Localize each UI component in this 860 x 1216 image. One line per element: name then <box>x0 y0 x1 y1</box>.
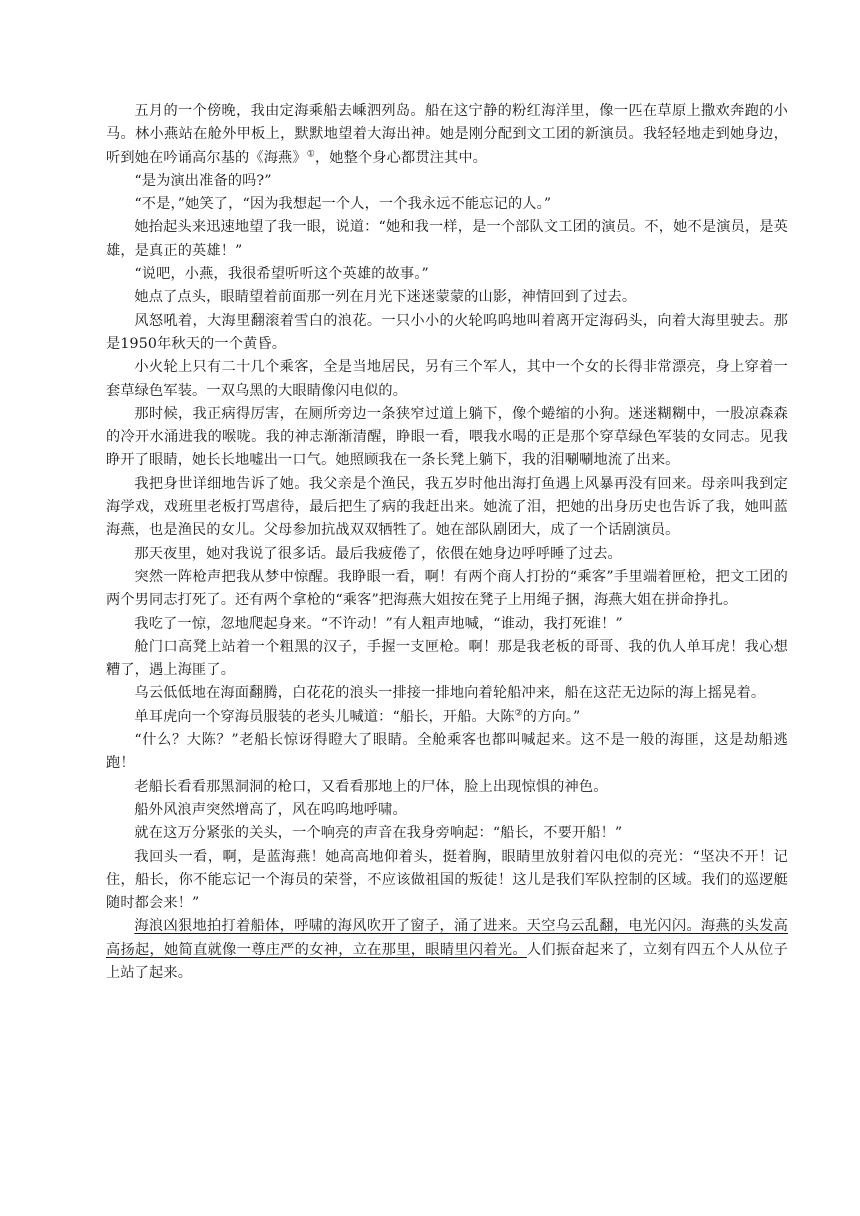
paragraph <box>106 613 788 636</box>
text-run: 人们振奋起来了，立刻有四五个人从位子上站了起来。 <box>106 941 789 981</box>
paragraph <box>106 682 788 705</box>
text-run: 舱门口高凳上站着一个粗黑的汉子，手握一支匣枪。啊！那是我老板的哥哥、我的仇人单耳虎！我心想糟了，遇上海匪了。 <box>106 638 788 679</box>
paragraph <box>106 543 788 566</box>
text-run: “什么？大陈？”老船长惊讶得瞪大了眼睛。全舱乘客也都叫喊起来。这不是一般的海匪，这是劫船逃跑！ <box>106 732 788 772</box>
paragraph <box>106 403 788 473</box>
text-run: “不是，”她笑了，“因为我想起一个人，一个我永远不能忘记的人。” <box>134 196 552 213</box>
paragraph <box>106 286 788 309</box>
text-run: 老船长看看那黑洞洞的枪口，又看看那地上的尸体，脸上出现惊惧的神色。 <box>134 778 608 795</box>
story-text <box>106 100 788 985</box>
text-run: 我回头一看，啊，是蓝海燕！她高高地仰着头，挺着胸，眼睛里放射着闪电似的亮光：“坚决不开！记住，船长，你不能忘记一个海员的荣誉，不应该做祖国的叛徒！这儿是我们军队控制的区域。我们的巡逻艇随时都会来！” <box>106 848 788 912</box>
underlined-sentence: 海浪凶狠地拍打着船体，呼啸的海风吹开了窗子，涌了进来。天空乌云乱翻，电光闪闪。海燕的头发高高扬起，她简直就像一尊庄严的女神，立在那里，眼睛里闪着光。 <box>106 918 788 958</box>
paragraph <box>106 799 788 822</box>
paragraph <box>106 915 788 985</box>
text-run: “是为演出准备的吗?” <box>134 172 272 189</box>
text-run: 乌云低低地在海面翻腾，白花花的浪头一排接一排地向着轮船冲来，船在这茫无边际的海上摇晃着。 <box>134 685 766 702</box>
paragraph <box>106 822 788 845</box>
paragraph <box>106 729 788 776</box>
paragraph <box>106 776 788 799</box>
text-run: 我吃了一惊，忽地爬起身来。“不许动！”有人粗声地喊，“谁动，我打死谁！” <box>134 615 623 632</box>
text-run: 的方向。” <box>522 708 581 725</box>
text-run: 小火轮上只有二十几个乘客，全是当地居民，另有三个军人，其中一个女的长得非常漂亮，身上穿着一套草绿色军装。一双乌黑的大眼睛像闪电似的。 <box>106 359 788 399</box>
footnote-marker: ① <box>306 148 315 159</box>
text-run: 突然一阵枪声把我从梦中惊醒。我睁眼一看，啊！有两个商人打扮的“乘客”手里端着匣枪，把文工团的两个男同志打死了。还有两个拿枪的“乘客”把海燕大姐按在凳子上用绳子捆，海燕大姐在拼命挣扎。 <box>106 568 788 609</box>
text-run: 她点了点头，眼睛望着前面那一列在月光下迷迷蒙蒙的山影，神情回到了过去。 <box>134 289 637 306</box>
paragraph <box>106 216 788 263</box>
text-run: 就在这万分紧张的关头，一个响亮的声音在我身旁响起：“船长，不要开船！” <box>134 825 623 842</box>
text-run: 那天夜里，她对我说了很多话。最后我疲倦了，依偎在她身边呼呼睡了过去。 <box>134 545 622 562</box>
text-run: 风怒吼着，大海里翻滚着雪白的浪花。一只小小的火轮呜呜地叫着离开定海码头，向着大海里驶去。那是1950年秋天的一个黄昏。 <box>106 312 788 352</box>
paragraph <box>106 846 788 916</box>
paragraph <box>106 473 788 543</box>
text-run: ，她整个身心都贯注其中。 <box>314 149 488 166</box>
text-run: 单耳虎向一个穿海员服装的老头儿喊道：“船长，开船。大陈 <box>134 708 515 725</box>
text-run: 我把身世详细地告诉了她。我父亲是个渔民，我五岁时他出海打鱼遇上风暴再没有回来。母亲叫我到定海学戏，戏班里老板打骂虐待，最后把生了病的我赶出来。她流了泪，把她的出身历史也告诉了我，她叫蓝海燕，也是渔民的女儿。父母参加抗战双双牺牲了。她在部队剧团大，成了一个话剧演员。 <box>106 475 788 539</box>
paragraph <box>106 706 788 729</box>
paragraph <box>106 100 788 170</box>
text-run: “说吧，小燕，我很希望听听这个英雄的故事。” <box>134 266 429 283</box>
footnote-marker: ② <box>514 707 523 718</box>
paragraph <box>106 356 788 403</box>
paragraph <box>106 566 788 613</box>
paragraph <box>106 170 788 193</box>
text-run: 船外风浪声突然增高了，风在呜呜地呼啸。 <box>134 801 407 818</box>
text-run: 她抬起头来迅速地望了我一眼，说道：“她和我一样，是一个部队文工团的演员。不，她不是演员，是英雄，是真正的英雄！” <box>106 219 788 259</box>
paragraph <box>106 193 788 216</box>
text-run: 那时候，我正病得厉害，在厕所旁边一条狭窄过道上躺下，像个蜷缩的小狗。迷迷糊糊中，一股凉森森的冷开水涌进我的喉咙。我的神志渐渐清醒，睁眼一看，喂我水喝的正是那个穿草绿色军装的女同志。见我睁开了眼睛，她长长地嘘出一口气。她照顾我在一条长凳上躺下，我的泪唰唰地流了出来。 <box>106 405 788 469</box>
paragraph <box>106 310 788 357</box>
paragraph <box>106 636 788 683</box>
text-run: 五月的一个傍晚，我由定海乘船去嵊泗列岛。船在这宁静的粉红海洋里，像一匹在草原上撒欢奔跑的小马。林小燕站在舱外甲板上，默默地望着大海出神。她是刚分配到文工团的新演员。我轻轻地走到她身边，听到她在吟诵高尔基的《海燕》 <box>106 103 788 166</box>
paragraph <box>106 263 788 286</box>
